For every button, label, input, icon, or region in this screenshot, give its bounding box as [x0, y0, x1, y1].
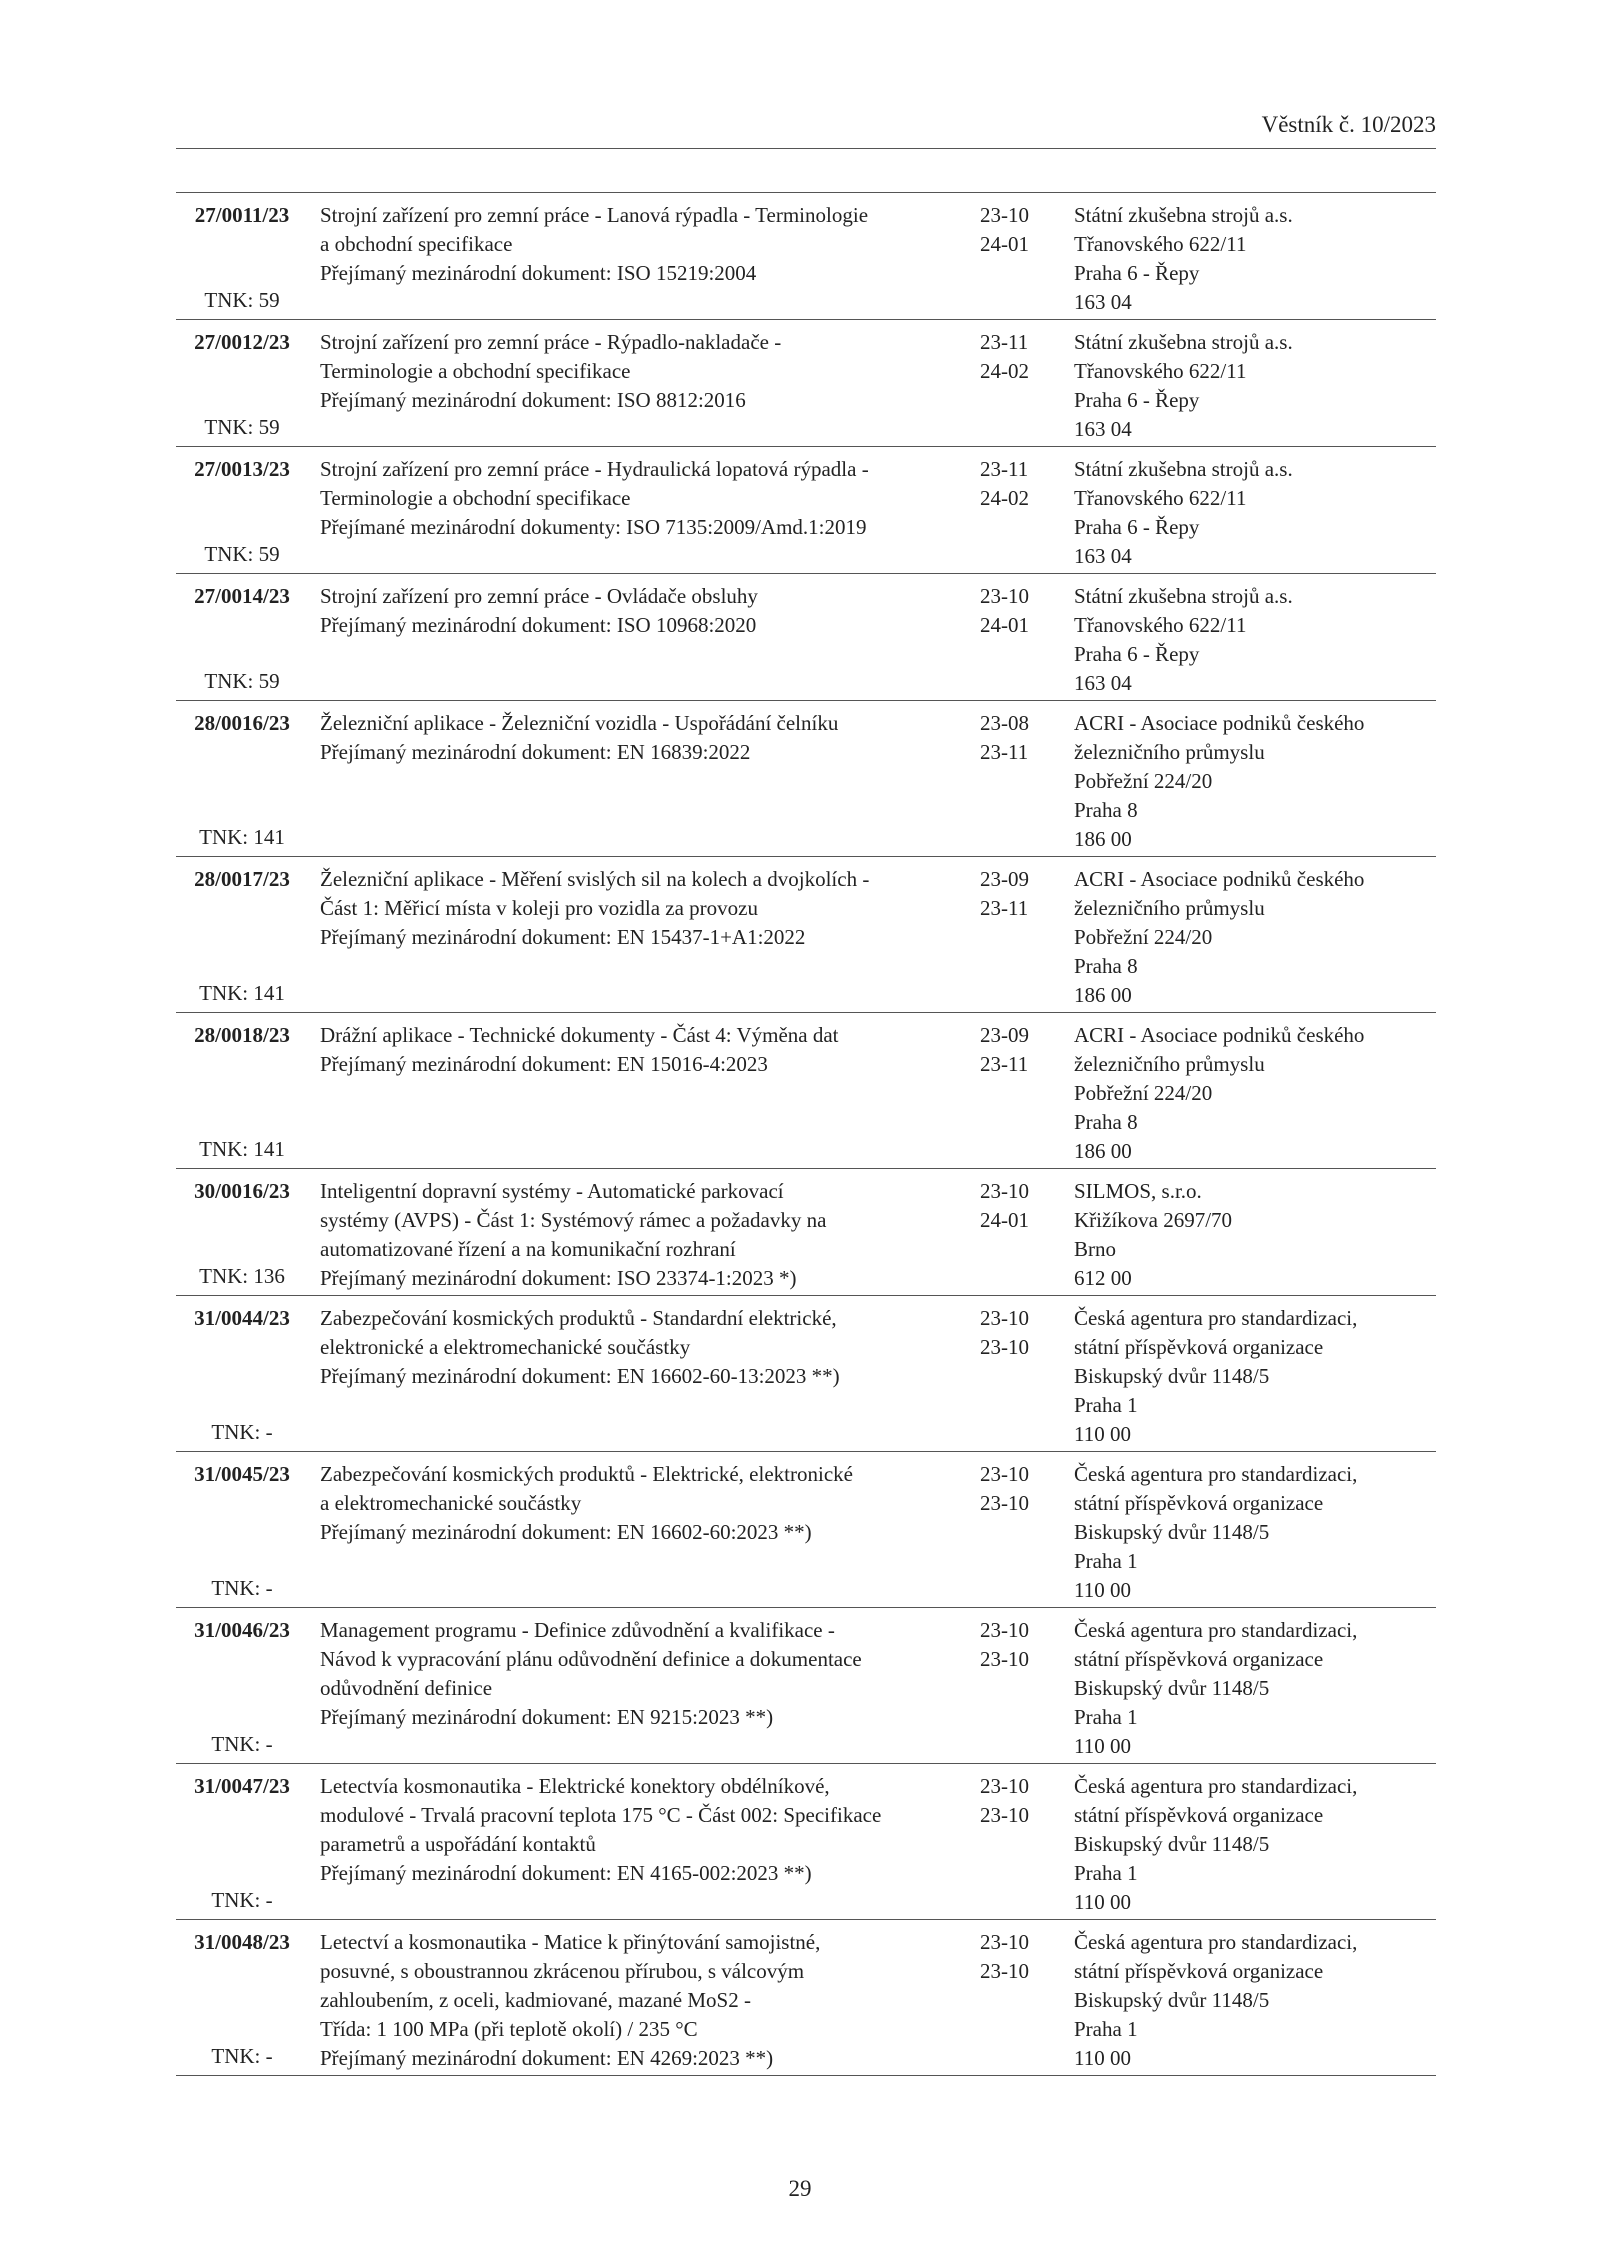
standard-code: 31/0047/23	[194, 1774, 290, 1798]
title-cell	[308, 1304, 968, 1449]
table-row	[176, 1452, 1436, 1608]
org-line: 110 00	[1074, 2046, 1131, 2070]
org-line: Praha 8	[1074, 1110, 1138, 1134]
table-row	[176, 1608, 1436, 1764]
org-line: státní příspěvková organizace	[1074, 1959, 1324, 1983]
journal-title: Věstník č. 10/2023	[1261, 112, 1436, 137]
date-value: 23-10	[980, 1618, 1029, 1642]
tnk-label: TNK: 59	[204, 288, 280, 312]
org-line: 163 04	[1074, 671, 1132, 695]
row-id-cell	[176, 201, 308, 317]
organization-cell	[1064, 709, 1436, 854]
org-line: 110 00	[1074, 1890, 1131, 1914]
date-value: 24-01	[980, 613, 1029, 637]
date-value: 23-10	[980, 1803, 1029, 1827]
org-line: železničního průmyslu	[1074, 896, 1265, 920]
organization-cell	[1064, 201, 1436, 317]
date-value: 24-01	[980, 232, 1029, 256]
tnk-label: TNK: 59	[204, 669, 280, 693]
row-id-cell	[176, 1021, 308, 1166]
date-value: 23-10	[980, 584, 1029, 608]
org-line: Česká agentura pro standardizaci,	[1074, 1930, 1358, 1954]
org-line: Česká agentura pro standardizaci,	[1074, 1618, 1358, 1642]
tnk-label: TNK: 59	[204, 415, 280, 439]
table-row	[176, 1169, 1436, 1296]
organization-cell	[1064, 328, 1436, 444]
title-cell	[308, 582, 968, 698]
title-line: Třída: 1 100 MPa (při teplotě okolí) / 235 °C	[320, 2017, 698, 2041]
title-line: Přejímaný mezinárodní dokument: ISO 15219:2004	[320, 261, 757, 285]
date-value: 24-02	[980, 486, 1029, 510]
org-line: státní příspěvková organizace	[1074, 1803, 1324, 1827]
date-value: 23-10	[980, 1335, 1029, 1359]
organization-cell	[1064, 1616, 1436, 1761]
org-line: Pobřežní 224/20	[1074, 1081, 1213, 1105]
org-line: Praha 8	[1074, 798, 1138, 822]
title-line: Přejímaný mezinárodní dokument: EN 16602-60-13:2023 **)	[320, 1364, 840, 1388]
dates-cell	[968, 1177, 1064, 1293]
dates-cell	[968, 455, 1064, 571]
org-line: železničního průmyslu	[1074, 740, 1265, 764]
title-line: Návod k vypracování plánu odůvodnění definice a dokumentace	[320, 1647, 862, 1671]
title-cell	[308, 1460, 968, 1605]
date-value: 23-10	[980, 1491, 1029, 1515]
title-line: Zabezpečování kosmických produktů - Standardní elektrické,	[320, 1306, 837, 1330]
title-line: Železniční aplikace - Železniční vozidla - Uspořádání čelníku	[320, 711, 839, 735]
org-line: 186 00	[1074, 827, 1132, 851]
tnk-label: TNK: 141	[199, 825, 285, 849]
org-line: 163 04	[1074, 417, 1132, 441]
org-line: Biskupský dvůr 1148/5	[1074, 1364, 1270, 1388]
title-line: Inteligentní dopravní systémy - Automatické parkovací	[320, 1179, 784, 1203]
standard-code: 27/0014/23	[194, 584, 290, 608]
title-line: modulové - Trvalá pracovní teplota 175 °C - Část 002: Specifikace	[320, 1803, 882, 1827]
title-line: posuvné, s oboustrannou zkrácenou přírubou, s válcovým	[320, 1959, 805, 1983]
title-line: Přejímaný mezinárodní dokument: EN 4269:2023 **)	[320, 2046, 774, 2070]
title-line: zahloubením, z oceli, kadmiované, mazané MoS2 -	[320, 1988, 751, 2012]
title-line: Letectvía kosmonautika - Elektrické konektory obdélníkové,	[320, 1774, 830, 1798]
row-id-cell	[176, 1177, 308, 1293]
title-line: Terminologie a obchodní specifikace	[320, 359, 631, 383]
date-value: 23-11	[980, 740, 1029, 764]
org-line: Praha 1	[1074, 1393, 1138, 1417]
table-row	[176, 701, 1436, 857]
title-line: Přejímaný mezinárodní dokument: EN 16839:2022	[320, 740, 751, 764]
dates-cell	[968, 1616, 1064, 1761]
title-line: a obchodní specifikace	[320, 232, 513, 256]
org-line: železničního průmyslu	[1074, 1052, 1265, 1076]
standard-code: 28/0016/23	[194, 711, 290, 735]
org-line: 110 00	[1074, 1734, 1131, 1758]
table-row	[176, 193, 1436, 320]
org-line: Praha 8	[1074, 954, 1138, 978]
org-line: 186 00	[1074, 1139, 1132, 1163]
org-line: ACRI - Asociace podniků českého	[1074, 711, 1365, 735]
standard-code: 28/0018/23	[194, 1023, 290, 1047]
title-line: Terminologie a obchodní specifikace	[320, 486, 631, 510]
date-value: 24-02	[980, 359, 1029, 383]
org-line: Státní zkušebna strojů a.s.	[1074, 457, 1293, 481]
title-line: Přejímané mezinárodní dokumenty: ISO 7135:2009/Amd.1:2019	[320, 515, 867, 539]
org-line: státní příspěvková organizace	[1074, 1491, 1324, 1515]
tnk-label: TNK: -	[211, 1732, 273, 1756]
title-cell	[308, 328, 968, 444]
tnk-label: TNK: 141	[199, 1137, 285, 1161]
org-line: Praha 1	[1074, 2017, 1138, 2041]
dates-cell	[968, 582, 1064, 698]
table-row	[176, 1764, 1436, 1920]
organization-cell	[1064, 1460, 1436, 1605]
dates-cell	[968, 865, 1064, 1010]
title-line: Strojní zařízení pro zemní práce - Hydraulická lopatová rýpadla -	[320, 457, 869, 481]
date-value: 23-09	[980, 1023, 1029, 1047]
dates-cell	[968, 328, 1064, 444]
date-value: 23-10	[980, 1647, 1029, 1671]
tnk-label: TNK: 136	[199, 1264, 285, 1288]
title-line: Strojní zařízení pro zemní práce - Rýpadlo-nakladače -	[320, 330, 782, 354]
org-line: ACRI - Asociace podniků českého	[1074, 867, 1365, 891]
organization-cell	[1064, 455, 1436, 571]
org-line: Třanovského 622/11	[1074, 486, 1247, 510]
title-cell	[308, 1021, 968, 1166]
org-line: Biskupský dvůr 1148/5	[1074, 1520, 1270, 1544]
organization-cell	[1064, 1021, 1436, 1166]
org-line: Státní zkušebna strojů a.s.	[1074, 584, 1293, 608]
title-cell	[308, 709, 968, 854]
organization-cell	[1064, 1304, 1436, 1449]
standard-code: 31/0048/23	[194, 1930, 290, 1954]
date-value: 23-10	[980, 1306, 1029, 1330]
org-line: 163 04	[1074, 544, 1132, 568]
organization-cell	[1064, 1177, 1436, 1293]
standard-code: 31/0046/23	[194, 1618, 290, 1642]
title-line: Přejímaný mezinárodní dokument: EN 16602-60:2023 **)	[320, 1520, 812, 1544]
title-line: odůvodnění definice	[320, 1676, 493, 1700]
title-cell	[308, 1616, 968, 1761]
org-line: 110 00	[1074, 1422, 1131, 1446]
title-line: elektronické a elektromechanické součástky	[320, 1335, 691, 1359]
title-line: Přejímaný mezinárodní dokument: ISO 23374-1:2023 *)	[320, 1266, 797, 1290]
org-line: Praha 6 - Řepy	[1074, 261, 1200, 285]
date-value: 23-10	[980, 1774, 1029, 1798]
standard-code: 31/0044/23	[194, 1306, 290, 1330]
dates-cell	[968, 1928, 1064, 2073]
standard-code: 27/0011/23	[194, 203, 290, 227]
table-row	[176, 320, 1436, 447]
org-line: SILMOS, s.r.o.	[1074, 1179, 1202, 1203]
title-line: Přejímaný mezinárodní dokument: EN 9215:2023 **)	[320, 1705, 774, 1729]
table-row	[176, 1296, 1436, 1452]
org-line: Státní zkušebna strojů a.s.	[1074, 330, 1293, 354]
org-line: Třanovského 622/11	[1074, 359, 1247, 383]
title-line: Část 1: Měřicí místa v koleji pro vozidla za provozu	[320, 896, 758, 920]
org-line: Česká agentura pro standardizaci,	[1074, 1306, 1358, 1330]
org-line: Česká agentura pro standardizaci,	[1074, 1774, 1358, 1798]
title-line: systémy (AVPS) - Část 1: Systémový rámec a požadavky na	[320, 1208, 827, 1232]
org-line: Česká agentura pro standardizaci,	[1074, 1462, 1358, 1486]
row-id-cell	[176, 709, 308, 854]
date-value: 23-09	[980, 867, 1029, 891]
org-line: státní příspěvková organizace	[1074, 1647, 1324, 1671]
row-id-cell	[176, 1928, 308, 2073]
org-line: státní příspěvková organizace	[1074, 1335, 1324, 1359]
dates-cell	[968, 1304, 1064, 1449]
title-cell	[308, 1928, 968, 2073]
date-value: 23-10	[980, 1930, 1029, 1954]
org-line: ACRI - Asociace podniků českého	[1074, 1023, 1365, 1047]
org-line: Třanovského 622/11	[1074, 613, 1247, 637]
table-row	[176, 1013, 1436, 1169]
org-line: Třanovského 622/11	[1074, 232, 1247, 256]
org-line: Praha 6 - Řepy	[1074, 388, 1200, 412]
organization-cell	[1064, 1928, 1436, 2073]
title-line: Přejímaný mezinárodní dokument: EN 15437-1+A1:2022	[320, 925, 806, 949]
tnk-label: TNK: -	[211, 1576, 273, 1600]
date-value: 23-08	[980, 711, 1029, 735]
date-value: 23-10	[980, 1462, 1029, 1486]
org-line: Praha 6 - Řepy	[1074, 642, 1200, 666]
tnk-label: TNK: -	[211, 1888, 273, 1912]
page-header	[176, 112, 1436, 149]
org-line: 110 00	[1074, 1578, 1131, 1602]
dates-cell	[968, 709, 1064, 854]
org-line: Biskupský dvůr 1148/5	[1074, 1676, 1270, 1700]
date-value: 23-10	[980, 203, 1029, 227]
org-line: Biskupský dvůr 1148/5	[1074, 1832, 1270, 1856]
dates-cell	[968, 1460, 1064, 1605]
tnk-label: TNK: 59	[204, 542, 280, 566]
title-line: Drážní aplikace - Technické dokumenty - Část 4: Výměna dat	[320, 1023, 839, 1047]
org-line: Biskupský dvůr 1148/5	[1074, 1988, 1270, 2012]
row-id-cell	[176, 1772, 308, 1917]
tnk-label: TNK: -	[211, 2044, 273, 2068]
org-line: Praha 1	[1074, 1549, 1138, 1573]
date-value: 23-11	[980, 457, 1029, 481]
title-line: parametrů a uspořádání kontaktů	[320, 1832, 596, 1856]
row-id-cell	[176, 865, 308, 1010]
title-cell	[308, 865, 968, 1010]
date-value: 23-11	[980, 896, 1029, 920]
title-line: Přejímaný mezinárodní dokument: EN 4165-002:2023 **)	[320, 1861, 812, 1885]
standard-code: 28/0017/23	[194, 867, 290, 891]
org-line: Praha 1	[1074, 1705, 1138, 1729]
date-value: 23-10	[980, 1179, 1029, 1203]
table-row	[176, 574, 1436, 701]
organization-cell	[1064, 582, 1436, 698]
row-id-cell	[176, 1616, 308, 1761]
title-line: Přejímaný mezinárodní dokument: ISO 10968:2020	[320, 613, 757, 637]
org-line: 186 00	[1074, 983, 1132, 1007]
org-line: Praha 6 - Řepy	[1074, 515, 1200, 539]
page-number: 29	[788, 2176, 812, 2201]
title-line: Železniční aplikace - Měření svislých sil na kolech a dvojkolích -	[320, 867, 870, 891]
org-line: Křižíkova 2697/70	[1074, 1208, 1233, 1232]
title-line: Strojní zařízení pro zemní práce - Ovládače obsluhy	[320, 584, 758, 608]
title-cell	[308, 1772, 968, 1917]
title-line: Přejímaný mezinárodní dokument: ISO 8812:2016	[320, 388, 746, 412]
title-line: Management programu - Definice zdůvodnění a kvalifikace -	[320, 1618, 835, 1642]
standard-code: 27/0012/23	[194, 330, 290, 354]
title-cell	[308, 1177, 968, 1293]
table-row	[176, 447, 1436, 574]
organization-cell	[1064, 1772, 1436, 1917]
row-id-cell	[176, 328, 308, 444]
title-cell	[308, 201, 968, 317]
dates-cell	[968, 1772, 1064, 1917]
row-id-cell	[176, 1460, 308, 1605]
title-line: a elektromechanické součástky	[320, 1491, 582, 1515]
standard-code: 27/0013/23	[194, 457, 290, 481]
title-line: Přejímaný mezinárodní dokument: EN 15016-4:2023	[320, 1052, 768, 1076]
standards-list	[176, 192, 1436, 2076]
organization-cell	[1064, 865, 1436, 1010]
org-line: Státní zkušebna strojů a.s.	[1074, 203, 1293, 227]
dates-cell	[968, 1021, 1064, 1166]
org-line: Pobřežní 224/20	[1074, 769, 1213, 793]
title-cell	[308, 455, 968, 571]
date-value: 23-11	[980, 330, 1029, 354]
date-value: 24-01	[980, 1208, 1029, 1232]
title-line: Letectví a kosmonautika - Matice k přinýtování samojistné,	[320, 1930, 821, 1954]
date-value: 23-10	[980, 1959, 1029, 1983]
dates-cell	[968, 201, 1064, 317]
row-id-cell	[176, 455, 308, 571]
standard-code: 30/0016/23	[194, 1179, 290, 1203]
table-row	[176, 857, 1436, 1013]
org-line: Praha 1	[1074, 1861, 1138, 1885]
title-line: automatizované řízení a na komunikační rozhraní	[320, 1237, 736, 1261]
org-line: 163 04	[1074, 290, 1132, 314]
org-line: Pobřežní 224/20	[1074, 925, 1213, 949]
title-line: Zabezpečování kosmických produktů - Elektrické, elektronické	[320, 1462, 853, 1486]
title-line: Strojní zařízení pro zemní práce - Lanová rýpadla - Terminologie	[320, 203, 869, 227]
org-line: 612 00	[1074, 1266, 1132, 1290]
row-id-cell	[176, 582, 308, 698]
tnk-label: TNK: -	[211, 1420, 273, 1444]
date-value: 23-11	[980, 1052, 1029, 1076]
org-line: Brno	[1074, 1237, 1116, 1261]
table-row	[176, 1920, 1436, 2076]
tnk-label: TNK: 141	[199, 981, 285, 1005]
standard-code: 31/0045/23	[194, 1462, 290, 1486]
row-id-cell	[176, 1304, 308, 1449]
